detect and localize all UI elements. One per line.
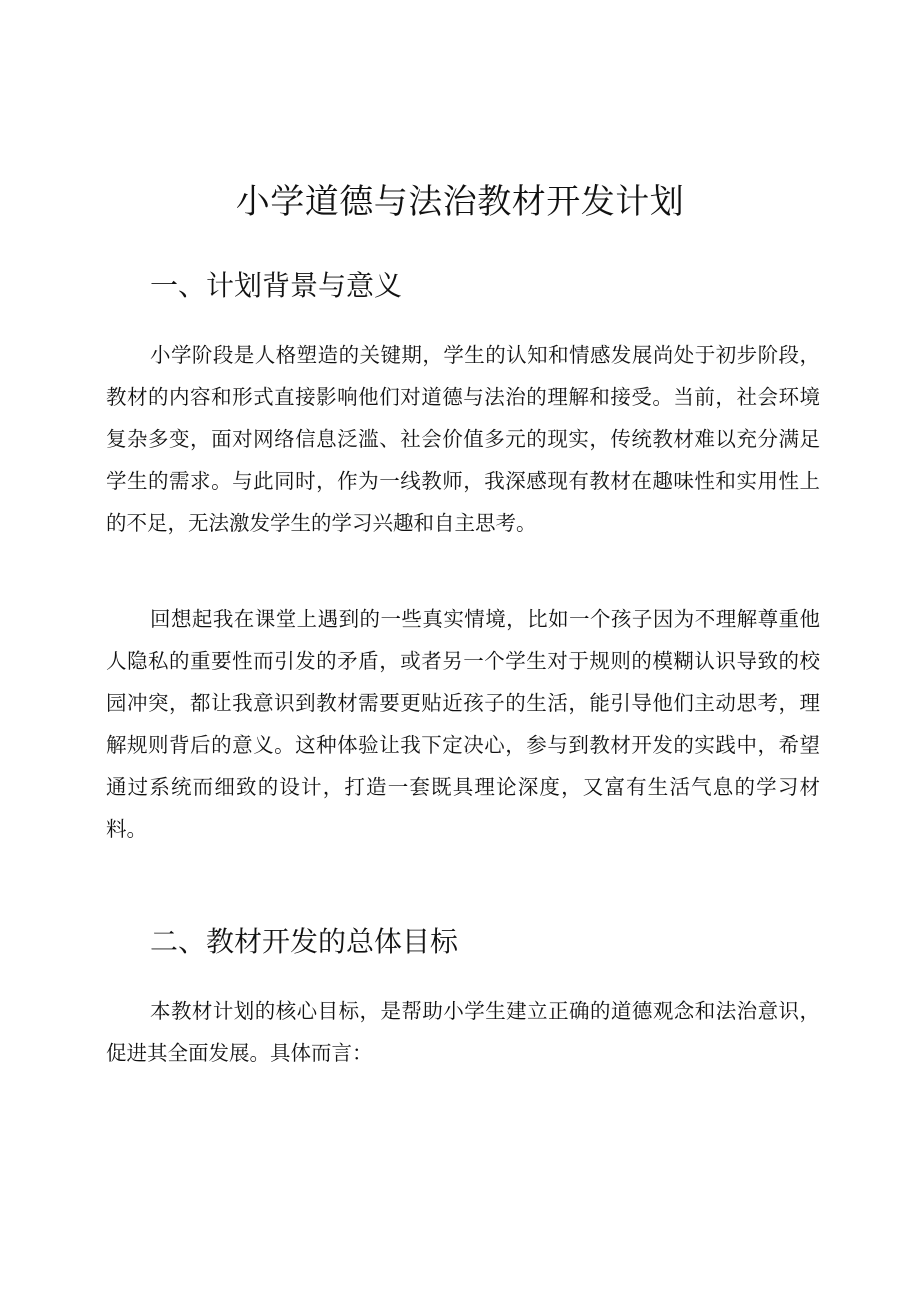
paragraph-background-1: 小学阶段是人格塑造的关键期，学生的认知和情感发展尚处于初步阶段，教材的内容和形式直接影响他们对道德与法治的理解和接受。当前，社会环境复杂多变，面对网络信息泛滥、社会价值多元的现实，传统教材难以充分满足学生的需求。与此同时，作为一线教师，我深感现有教材在趣味性和实用性上的不足，无法激发学生的学习兴趣和自主思考。 <box>106 343 820 535</box>
section-heading-goals: 二、教材开发的总体目标 <box>150 925 459 958</box>
document-title: 小学道德与法治教材开发计划 <box>235 182 685 222</box>
paragraph-goals-1: 本教材计划的核心目标，是帮助小学生建立正确的道德观念和法治意识，促进其全面发展。具体而言： <box>106 999 820 1065</box>
paragraph-background-2: 回想起我在课堂上遇到的一些真实情境，比如一个孩子因为不理解尊重他人隐私的重要性而引发的矛盾，或者另一个学生对于规则的模糊认识导致的校园冲突，都让我意识到教材需要更贴近孩子的生活，能引导他们主动思考，理解规则背后的意义。这种体验让我下定决心，参与到教材开发的实践中，希望通过系统而细致的设计，打造一套既具理论深度，又富有生活气息的学习材料。 <box>106 607 820 841</box>
section-heading-background: 一、计划背景与意义 <box>150 269 403 302</box>
